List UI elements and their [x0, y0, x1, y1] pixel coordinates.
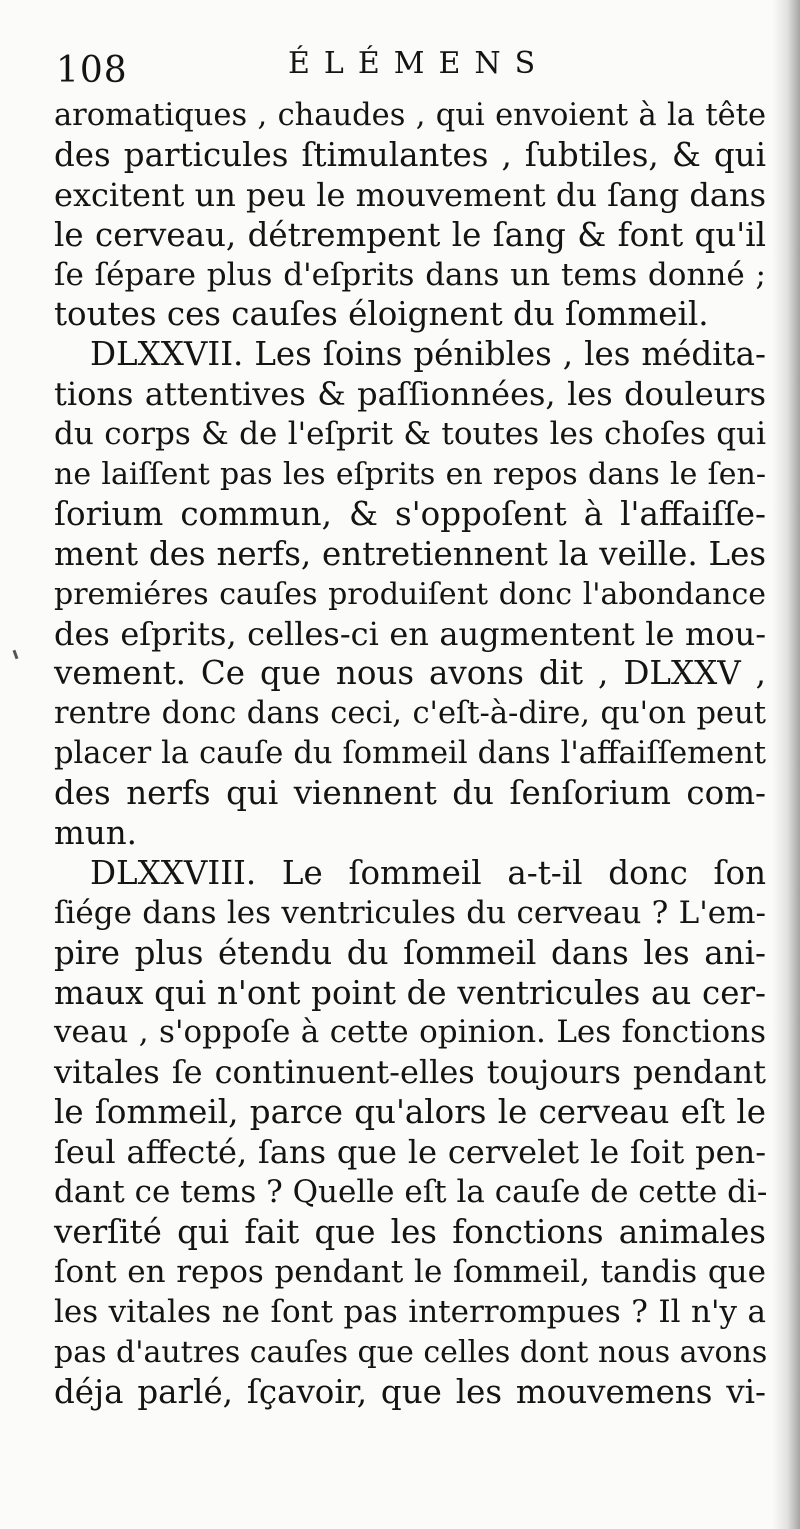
- text-line: vement. Ce que nous avons dit , DLXXV ,: [54, 654, 766, 693]
- text-line: ſont en repos pendant le ſommeil, tandis que: [54, 1253, 766, 1290]
- text-line: pire plus étendu du ſommeil dans les ani-: [54, 933, 766, 972]
- text-line: DLXXVIII. Le ſommeil a-t-il donc ſon: [90, 853, 766, 892]
- text-line: ſorium commun, & s'oppoſent à l'affaiſſe-: [54, 494, 766, 533]
- text-line: des particules ſtimulantes , ſubtiles, & qui: [54, 135, 766, 174]
- text-line: le ſommeil, parce qu'alors le cerveau eſt le: [54, 1093, 766, 1132]
- page-number: 108: [56, 50, 128, 91]
- page-gutter-shadow: [772, 0, 800, 1529]
- text-line: toutes ces cauſes éloignent du ſommeil.: [54, 295, 709, 334]
- text-line: ne laiſſent pas les eſprits en repos dans le ſen-: [54, 457, 766, 493]
- text-line: dant ce tems ? Quelle eſt la cauſe de cette di-: [54, 1174, 768, 1211]
- text-line: mun.: [54, 814, 138, 853]
- text-line: le cerveau, détrempent le ſang & font qu'il: [54, 215, 766, 254]
- text-line: tions attentives & paſſionnées, les douleurs: [54, 375, 766, 414]
- text-line: des eſprits, celles-ci en augmentent le mou-: [54, 614, 766, 653]
- text-line: vitales ſe continuent-elles toujours pendant: [54, 1053, 766, 1092]
- text-line: DLXXVII. Les ſoins pénibles , les médita-: [90, 335, 766, 374]
- text-line: maux qui n'ont point de ventricules au cer-: [54, 973, 766, 1012]
- text-line: rentre donc dans ceci, c'eſt-à-dire, qu'on peut: [54, 696, 766, 732]
- text-line: des nerfs qui viennent du ſenſorium com-: [54, 774, 766, 813]
- text-line: les vitales ne ſont pas interrompues ? Il n'y a: [54, 1293, 766, 1330]
- text-line: ſeul affecté, ſans que le cervelet le ſoit pen-: [54, 1133, 766, 1172]
- running-head: ÉLÉMENS: [288, 46, 550, 81]
- text-line: verſité qui fait que les fonctions animales: [54, 1212, 766, 1251]
- body-text: [54, 96, 766, 1412]
- text-line: excitent un peu le mouvement du ſang dans: [54, 175, 766, 214]
- text-line: aromatiques , chaudes , qui envoient à la tête: [54, 98, 766, 133]
- ink-speck: [13, 650, 19, 659]
- text-line: veau , s'oppoſe à cette opinion. Les fonctions: [54, 1014, 766, 1051]
- text-line: premiéres cauſes produiſent donc l'abondance: [54, 576, 766, 612]
- text-line: ment des nerfs, entretiennent la veille. Les: [54, 534, 766, 573]
- text-line: ſe ſépare plus d'eſprits dans un tems donné ;: [54, 256, 766, 293]
- text-line: du corps & de l'eſprit & toutes les choſes qui: [54, 416, 766, 453]
- text-line: placer la cauſe du ſommeil dans l'affaiſſement: [54, 736, 766, 772]
- text-line: déja parlé, ſçavoir, que les mouvemens vi-: [54, 1372, 766, 1411]
- text-line: pas d'autres cauſes que celles dont nous avons: [54, 1334, 768, 1370]
- text-line: ſiége dans les ventricules du cerveau ? L'em-: [54, 894, 766, 931]
- page-header: [56, 46, 746, 98]
